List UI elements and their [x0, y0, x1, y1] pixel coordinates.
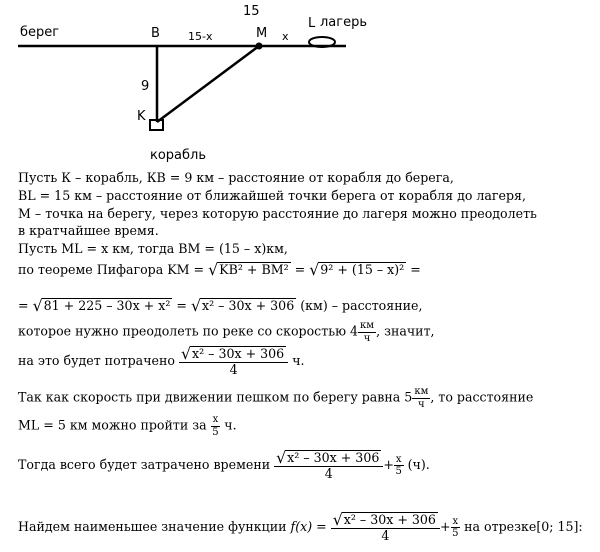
point-l-label: L: [308, 16, 316, 31]
point-k-label: K: [137, 109, 146, 124]
segment-ml-label: x: [282, 30, 289, 43]
walk-time-fraction: $\frac{x}{5}$: [212, 414, 219, 438]
total-time-suffix: (ч).: [407, 457, 430, 473]
point-b-label: B: [151, 26, 160, 41]
pythagoras-prefix: по теореме Пифагора KM =: [18, 262, 205, 277]
expansion-line: = √81 + 225 – 30x + x² = √x² – 30x + 306 (км) – расстояние,: [18, 296, 423, 315]
function-name: f(x) =: [290, 519, 327, 535]
speed-unit-fraction-2: $\frac{км}{ч}$: [414, 386, 429, 410]
geometry-diagram: [0, 0, 600, 170]
text-line-4: в кратчайшее время.: [18, 223, 159, 238]
walk-speed-suffix: , то расстояние: [430, 389, 534, 405]
river-time-suffix: ч.: [292, 353, 305, 369]
text-line-1: Пусть К – корабль, КВ = 9 км – расстояние от корабля до берега,: [18, 170, 454, 185]
equals-3: =: [18, 298, 29, 313]
total-time-line: [18, 450, 430, 481]
walk-time-suffix: ч.: [224, 417, 237, 433]
function-suffix: на отрезке[0; 15]:: [464, 519, 583, 535]
walk-speed-prefix: Так как скорость при движении пешком по берегу равна 5: [18, 389, 413, 405]
top-number: 15: [243, 4, 260, 19]
plus-2: +: [439, 519, 451, 535]
camp-label: лагерь: [320, 15, 368, 30]
river-speed-suffix: , значит,: [376, 323, 435, 339]
text-line-5: Пусть ML = x км, тогда BM = (15 – x)км,: [18, 241, 288, 256]
walk-speed-line: [18, 386, 533, 410]
function-line: [18, 512, 583, 543]
total-walk-fraction: $\frac{x}{5}$: [395, 453, 402, 478]
sqrt-numeric: 9² + (15 – x)²: [320, 262, 405, 277]
total-river-fraction: $\frac{\text{√x² – 30x + 306}}{4}$: [274, 450, 383, 481]
walk-time-prefix: ML = 5 км можно пройти за: [18, 417, 207, 433]
speed-unit-fraction-1: $\frac{км}{ч}$: [360, 320, 375, 344]
point-m-dot: [256, 43, 263, 50]
river-speed-prefix: которое нужно преодолеть по реке со скоростью 4: [18, 323, 359, 339]
river-time-prefix: на это будет потрачено: [18, 353, 175, 369]
function-walk-fraction: $\frac{x}{5}$: [452, 515, 459, 540]
function-prefix: Найдем наименьшее значение функции: [18, 519, 287, 535]
equals-2: =: [410, 262, 421, 277]
ship-label: корабль: [150, 148, 207, 163]
total-time-prefix: Тогда всего будет затрачено времени: [18, 457, 271, 473]
segment-km: [157, 46, 259, 122]
shore-label: берег: [20, 25, 60, 40]
text-line-3: М – точка на берегу, через которую расстояние до лагеря можно преодолеть: [18, 206, 537, 221]
sqrt-kb-bm: KB² + BM²: [219, 262, 289, 277]
text-line-2: BL = 15 км – расстояние от ближайшей точки берега от корабля до лагеря,: [18, 188, 526, 203]
walk-time-line: [18, 414, 237, 438]
function-river-fraction: $\frac{\text{√x² – 30x + 306}}{4}$: [331, 512, 440, 543]
point-m-label: M: [256, 26, 268, 41]
equals-1: =: [294, 262, 306, 277]
equals-4: =: [176, 298, 187, 313]
river-time-line: [18, 346, 305, 377]
river-speed-line: [18, 320, 435, 344]
segment-kb-label: 9: [141, 79, 150, 94]
sqrt-simplified: x² – 30x + 306: [202, 298, 295, 313]
sqrt-expanded: 81 + 225 – 30x + x²: [43, 298, 171, 313]
river-time-fraction: $\frac{\text{√x² – 30x + 306}}{4}$: [179, 346, 288, 377]
plus-1: +: [383, 457, 394, 473]
segment-bm-label: 15-x: [188, 30, 213, 43]
pythagoras-line: по теореме Пифагора KM = √KB² + BM² = √9² + (15 – x)² =: [18, 260, 421, 279]
distance-suffix: (км) – расстояние,: [300, 298, 423, 313]
